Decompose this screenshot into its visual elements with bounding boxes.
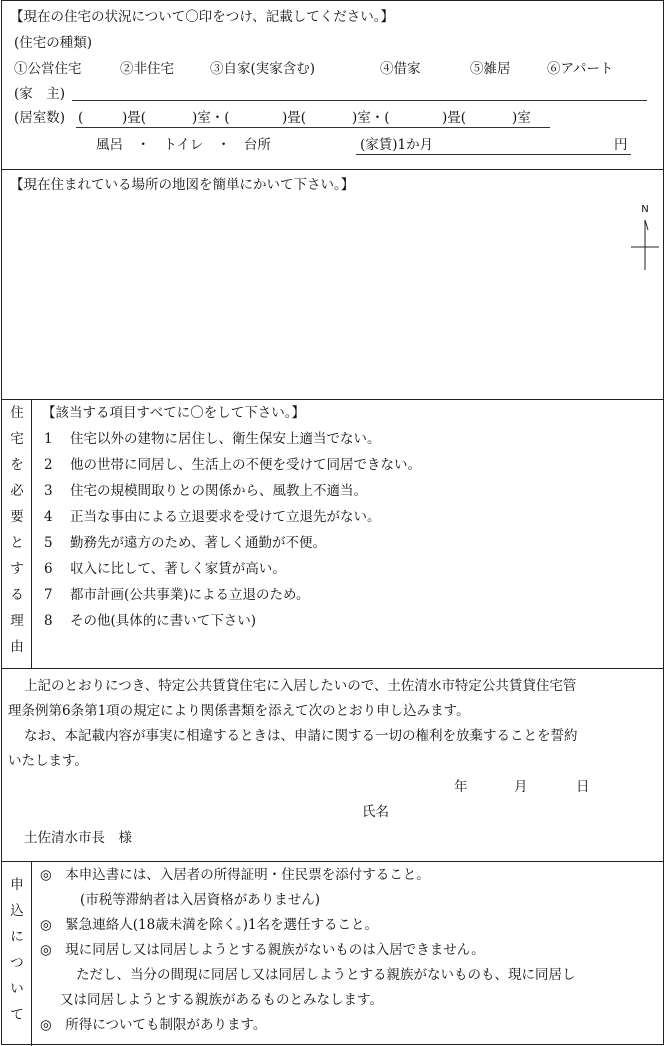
note-line: ただし、当分の間現に同居し又は同居しようとする親族がないものも、現に同居し (76, 967, 576, 983)
side-char: て (10, 1007, 24, 1023)
side-char: る (10, 587, 24, 603)
side-char: 理 (10, 613, 24, 629)
north-label: N (641, 204, 649, 215)
housing-heading: 【現在の住宅の状況について〇印をつけ、記載してください。】 (10, 9, 394, 25)
rent-label: (家賃)1か月 (360, 137, 434, 153)
side-char: つ (10, 955, 24, 971)
housing-type-option[interactable]: ④借家 (380, 61, 421, 77)
side-char: と (10, 535, 24, 551)
side-char: 要 (10, 509, 24, 525)
reason-number: 1 (44, 431, 53, 447)
owner-label: (家 主) (14, 86, 66, 102)
note-line: ◎ 現に同居し又は同居しようとする親族がないものは入居できません。 (40, 942, 485, 958)
map-section[interactable] (2, 170, 663, 400)
date-month-label: 月 (514, 779, 528, 795)
reason-text: その他(具体的に書いて下さい) (70, 613, 257, 629)
note-line: ◎ 所得についても制限があります。 (40, 1017, 267, 1033)
notes-side-label (2, 862, 32, 1046)
housing-type-option[interactable]: ⑥アパート (547, 61, 614, 77)
side-char: 必 (10, 483, 24, 499)
rooms-field[interactable] (76, 109, 550, 128)
housing-type-option[interactable]: ①公営住宅 (14, 61, 82, 77)
rent-field[interactable] (356, 136, 631, 155)
north-arrow-icon (628, 204, 664, 272)
side-char: を (10, 457, 24, 473)
note-line: ◎ 緊急連絡人(18歳未満を除く。)1名を選任すること。 (40, 917, 379, 933)
reason-number: 4 (44, 509, 53, 525)
reasons-side-label (2, 400, 32, 668)
reason-text: 勤務先が遠方のため、著しく通勤が不便。 (70, 535, 326, 551)
side-char: 由 (10, 639, 24, 655)
note-line: 又は同居しようとする親族があるものとみなします。 (60, 992, 383, 1008)
side-char: 宅 (10, 431, 24, 447)
owner-field[interactable] (72, 85, 647, 101)
note-line: (市税等滞納者は入居資格がありません) (80, 892, 321, 908)
housing-type-option[interactable]: ②非住宅 (120, 61, 174, 77)
housing-type-label: (住宅の種類) (14, 35, 93, 51)
reason-text: 住宅以外の建物に居住し、衛生保安上適当でない。 (70, 431, 381, 447)
date-day-label: 日 (576, 779, 590, 795)
reason-number: 7 (44, 587, 53, 603)
note-line: ◎ 本申込書には、入居者の所得証明・住民票を添付すること。 (40, 867, 430, 883)
room-unit: )畳( (122, 110, 147, 126)
reason-text: 収入に比して、著しく家賃が高い。 (70, 561, 286, 577)
rooms-label: (居室数) (14, 110, 66, 126)
side-char: す (10, 561, 24, 577)
housing-type-option[interactable]: ③自家(実家含む) (210, 61, 316, 77)
side-char: い (10, 981, 24, 997)
reason-number: 8 (44, 613, 53, 629)
reason-number: 2 (44, 457, 53, 473)
reason-number: 3 (44, 483, 53, 499)
declaration-line: いたします。 (8, 753, 88, 769)
reason-number: 6 (44, 561, 53, 577)
date-year-label: 年 (454, 779, 468, 795)
room-unit: ( (78, 110, 84, 126)
room-unit: )室・( (192, 110, 230, 126)
application-form (1, 0, 664, 1045)
rent-unit: 円 (614, 137, 628, 153)
side-char: 住 (10, 405, 24, 421)
reason-number: 5 (44, 535, 53, 551)
facilities-options[interactable]: 風呂 ・ トイレ ・ 台所 (96, 137, 271, 153)
declaration-section (2, 669, 663, 862)
declaration-line: なお、本記載内容が事実に相違するときは、申請に関する一切の権利を放棄することを誓約 (24, 728, 578, 744)
housing-type-option[interactable]: ⑤雑居 (470, 61, 511, 77)
reason-text: 住宅の規模間取りとの関係から、風教上不適当。 (70, 483, 367, 499)
declaration-line: 理条例第6条第1項の規定により関係書類を添えて次のとおり申し込みます。 (8, 703, 470, 719)
side-char: 込 (10, 903, 24, 919)
compass-cross-icon (628, 204, 664, 272)
application-notes-section (2, 862, 663, 1046)
room-unit: )畳( (442, 110, 467, 126)
housing-status-section (2, 1, 663, 170)
reasons-section (2, 400, 663, 669)
map-heading: 【現在住まれている場所の地図を簡単にかいて下さい。】 (10, 177, 355, 193)
reason-text: 都市計画(公共事業)による立退のため。 (70, 587, 310, 603)
reason-text: 正当な事由による立退要求を受けて立退先がない。 (70, 509, 381, 525)
room-unit: )室・( (352, 110, 390, 126)
room-unit: )畳( (282, 110, 307, 126)
side-char: に (10, 929, 24, 945)
side-char: 申 (10, 877, 24, 893)
declaration-line: 上記のとおりにつき、特定公共賃貸住宅に入居したいので、土佐清水市特定公共賃貸住宅管 (24, 678, 577, 694)
reasons-heading: 【該当する項目すべてに〇をして下さい。】 (42, 405, 305, 421)
room-unit: )室 (512, 110, 531, 126)
addressee: 土佐清水市長 様 (24, 830, 132, 846)
applicant-name-label: 氏名 (362, 804, 389, 820)
reason-text: 他の世帯に同居し、生活上の不便を受けて同居できない。 (70, 457, 421, 473)
